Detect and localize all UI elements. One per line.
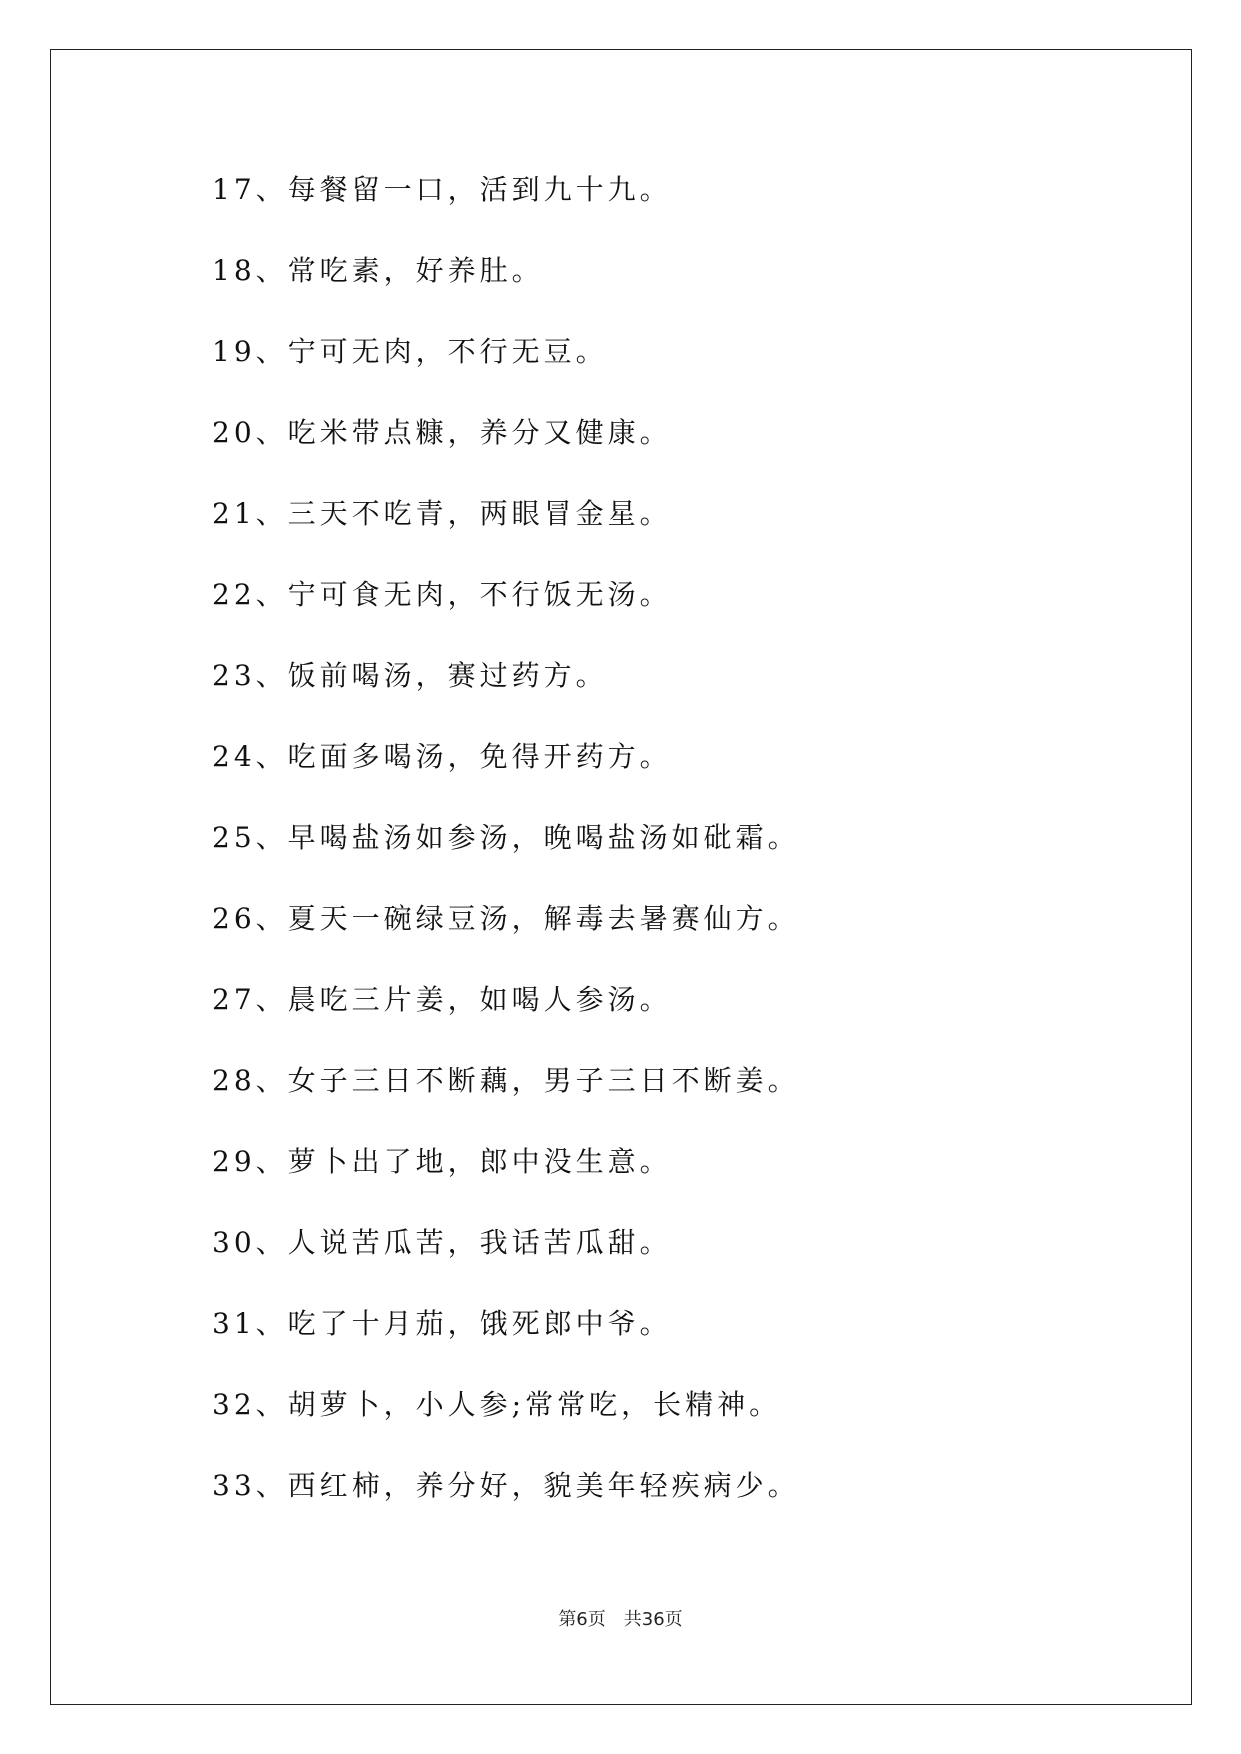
list-item: 28、女子三日不断藕，男子三日不断姜。	[212, 1064, 800, 1097]
page-border	[50, 49, 1192, 1705]
list-item: 19、宁可无肉，不行无豆。	[212, 335, 608, 368]
page-number: 第6页	[558, 1609, 606, 1630]
list-item: 23、饭前喝汤，赛过药方。	[212, 659, 608, 692]
list-item: 26、夏天一碗绿豆汤，解毒去暑赛仙方。	[212, 902, 800, 935]
list-item: 25、早喝盐汤如参汤，晚喝盐汤如砒霜。	[212, 821, 800, 854]
list-item: 24、吃面多喝汤，免得开药方。	[212, 740, 672, 773]
page-total: 共36页	[623, 1609, 683, 1630]
list-item: 22、宁可食无肉，不行饭无汤。	[212, 578, 672, 611]
list-item: 30、人说苦瓜苦，我话苦瓜甜。	[212, 1226, 672, 1259]
list-item: 21、三天不吃青，两眼冒金星。	[212, 497, 672, 530]
list-item: 20、吃米带点糠，养分又健康。	[212, 416, 672, 449]
list-item: 31、吃了十月茄，饿死郎中爷。	[212, 1307, 672, 1340]
list-item: 18、常吃素，好养肚。	[212, 254, 544, 287]
list-item: 33、西红柿，养分好，貌美年轻疾病少。	[212, 1469, 800, 1502]
page-footer	[0, 1608, 1241, 1632]
list-item: 32、胡萝卜，小人参;常常吃，长精神。	[212, 1388, 782, 1421]
list-item: 17、每餐留一口，活到九十九。	[212, 173, 672, 206]
list-item: 27、晨吃三片姜，如喝人参汤。	[212, 983, 672, 1016]
list-item: 29、萝卜出了地，郎中没生意。	[212, 1145, 672, 1178]
